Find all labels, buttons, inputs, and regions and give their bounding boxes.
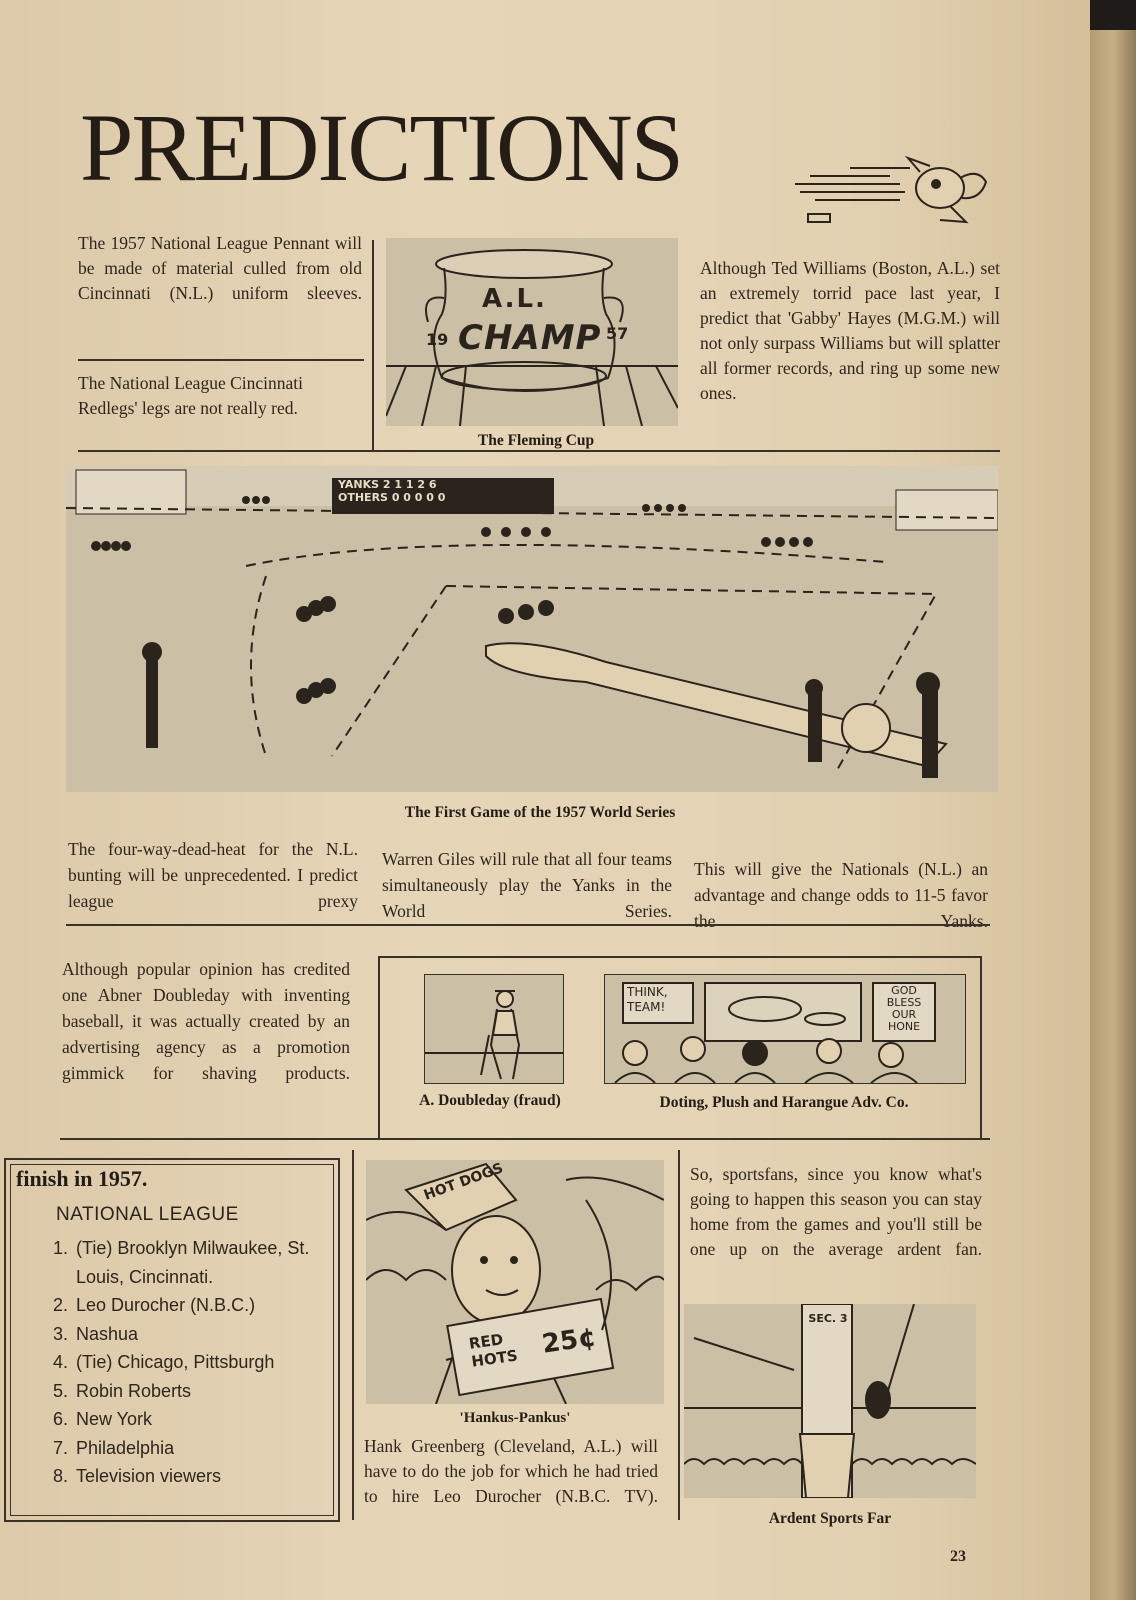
rank-number: 4.: [52, 1352, 68, 1372]
team-name: (Tie) Brooklyn Milwaukee, St. Louis, Cincinnati.: [76, 1238, 310, 1287]
world-series-illustration: [66, 466, 998, 792]
column-rule: [352, 1150, 354, 1520]
ardent-fan-caption: Ardent Sports Far: [768, 1510, 892, 1527]
page-number: 23: [950, 1548, 966, 1565]
standings-heading: finish in 1957.: [16, 1166, 148, 1191]
dead-heat-paragraph: The four-way-dead-heat for the N.L. bunting will be unprecedented. I predict league prexy: [68, 839, 358, 911]
hank-greenberg-illustration: [366, 1160, 664, 1404]
rank-number: 8.: [52, 1466, 68, 1486]
list-item: [46, 1377, 316, 1406]
rank-number: 5.: [52, 1380, 68, 1401]
section-sign: SEC. 3: [808, 1312, 848, 1325]
list-item: [46, 1405, 316, 1434]
think-team-sign: THINK, TEAM!: [627, 985, 668, 1014]
pennant-paragraph: The 1957 National League Pennant will be made of material culled from old Cincinnati (N.L.) uniform sleeves.: [78, 233, 362, 303]
scoreboard-team-yanks: YANKS: [338, 478, 380, 491]
doubleday-paragraph: Although popular opinion has credited one Abner Doubleday with inventing baseball, it was actually created by an advertising agency as a promotion gimmick for shaving products.: [62, 959, 350, 1083]
rank-number: 7.: [52, 1437, 68, 1458]
cup-label-al: A.L.: [482, 284, 547, 314]
rank-number: 1.: [52, 1238, 68, 1258]
cup-label-57: 57: [606, 324, 629, 343]
list-item: [46, 1462, 316, 1491]
team-name: Leo Durocher (N.B.C.): [76, 1295, 256, 1315]
cup-label-19: 19: [426, 330, 449, 349]
team-name: Robin Roberts: [76, 1380, 192, 1401]
list-item: [46, 1434, 316, 1463]
doubleday-illustration: [424, 974, 564, 1084]
divider: [60, 1138, 990, 1140]
fleming-cup-caption: The Fleming Cup: [477, 432, 595, 449]
standings-box: [4, 1158, 340, 1522]
team-name: New York: [76, 1409, 153, 1429]
team-name: Nashua: [76, 1323, 139, 1344]
god-bless-sign: GOD BLESS OUR HONE: [886, 984, 922, 1033]
scoreboard-team-others: OTHERS: [338, 491, 388, 504]
price-label: 25¢: [540, 1322, 599, 1360]
ted-williams-paragraph: Although Ted Williams (Boston, A.L.) set an extremely torrid pace last year, I predict that 'Gabby' Hayes (M.G.M.) will not only surpass Williams but will splatter all former records, and ring up some new ones.: [700, 258, 1000, 403]
world-series-caption: The First Game of the 1957 World Series: [404, 804, 676, 821]
flying-pitcher-illustration: [790, 148, 1010, 230]
rank-number: 6.: [52, 1409, 68, 1429]
divider: [78, 450, 1000, 452]
list-item: [46, 1348, 316, 1377]
greenberg-paragraph: Hank Greenberg (Cleveland, A.L.) will have to do the job for which he had tried to hire Leo Durocher (N.B.C. TV).: [364, 1436, 658, 1506]
list-item: [46, 1320, 316, 1349]
scoreboard-score-yanks: 2 1 1 2 6: [382, 478, 437, 491]
page-title: PREDICTIONS: [80, 94, 683, 201]
cup-label-champ: CHAMP: [458, 318, 602, 358]
redlegs-paragraph: The National League Cincinnati Redlegs' legs are not really red.: [78, 373, 303, 418]
list-item: [46, 1234, 316, 1291]
scoreboard-score-others: 0 0 0 0 0: [391, 491, 446, 504]
team-name: Television viewers: [76, 1466, 222, 1486]
ad-agency-caption: Doting, Plush and Harangue Adv. Co.: [659, 1094, 909, 1111]
team-name: (Tie) Chicago, Pittsburgh: [76, 1352, 275, 1372]
rank-number: 3.: [52, 1323, 68, 1344]
standings-list: [46, 1234, 316, 1491]
doubleday-caption: A. Doubleday (fraud): [419, 1092, 561, 1109]
red-hots-label: RED HOTS: [467, 1330, 519, 1371]
team-name: Philadelphia: [76, 1437, 175, 1458]
divider: [66, 924, 990, 926]
column-rule: [678, 1150, 680, 1520]
divider: [78, 359, 364, 361]
standings-league: NATIONAL LEAGUE: [56, 1204, 239, 1225]
ardent-fan-illustration: [684, 1304, 976, 1498]
hankus-caption: 'Hankus-Pankus': [459, 1410, 571, 1426]
hat-label: HOT DOGS: [421, 1160, 506, 1204]
column-rule: [372, 240, 374, 450]
rank-number: 2.: [52, 1295, 68, 1315]
fleming-cup-illustration: [386, 238, 678, 426]
nationals-odds-paragraph: This will give the Nationals (N.L.) an advantage and change odds to 11-5 favor the Yanks.: [694, 859, 988, 931]
doubleday-panel: [378, 956, 982, 1140]
list-item: [46, 1291, 316, 1320]
ad-agency-illustration: [604, 974, 966, 1084]
page-edge: [1090, 30, 1136, 1600]
scoreboard: [338, 478, 445, 504]
warren-giles-paragraph: Warren Giles will rule that all four teams simultaneously play the Yanks in the World Series.: [382, 849, 672, 921]
sportsfans-paragraph: So, sportsfans, since you know what's going to happen this season you can stay home from the games and you'll still be one up on the average ardent fan.: [690, 1164, 982, 1259]
